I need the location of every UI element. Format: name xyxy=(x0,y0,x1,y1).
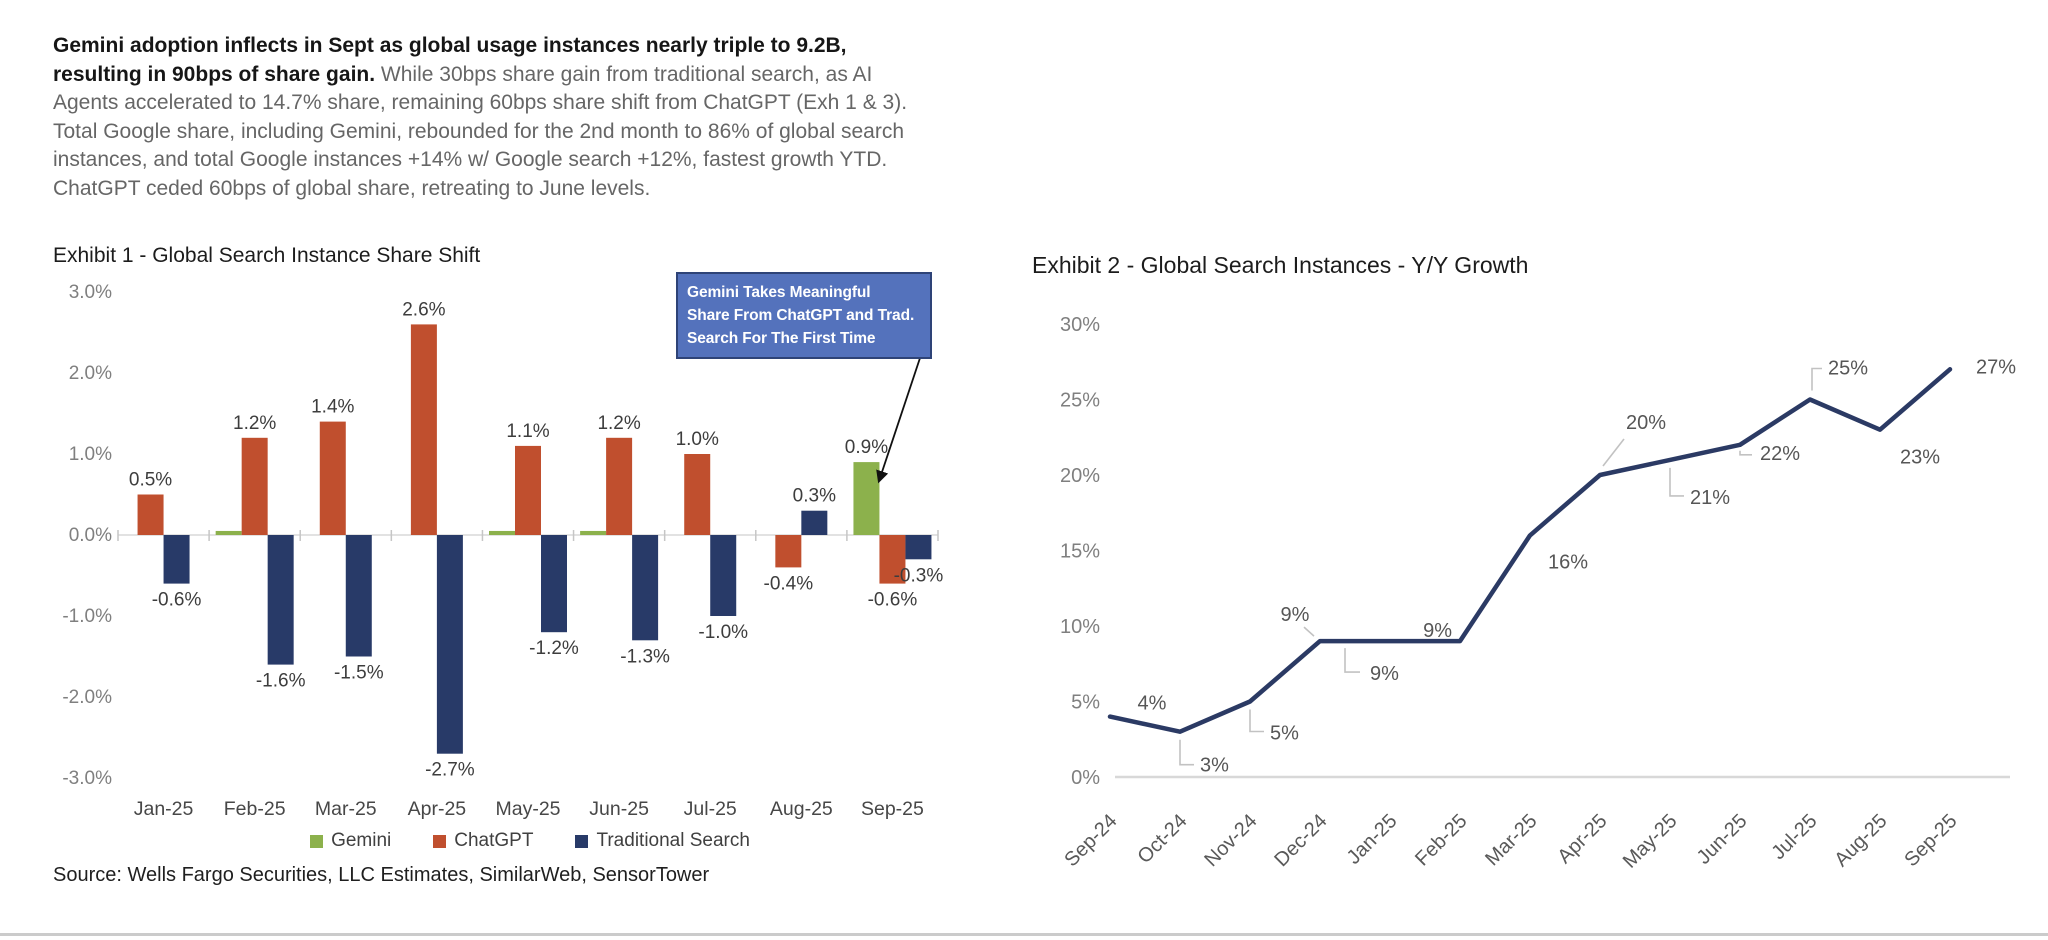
bar-value-label: -0.4% xyxy=(763,573,814,595)
x-tick-label: Sep-25 xyxy=(860,798,924,820)
bar-value-label: -2.7% xyxy=(425,759,475,781)
legend-item-chatgpt xyxy=(433,830,533,852)
bar-value-label: 1.4% xyxy=(311,396,355,418)
data-point-label: 25% xyxy=(1828,357,1869,380)
bar-value-label: 2.6% xyxy=(402,299,446,321)
chatgpt-swatch-icon xyxy=(433,835,446,848)
x-tick-label: Sep-25 xyxy=(1900,809,1962,872)
data-point-label: 5% xyxy=(1270,722,1299,745)
y-tick-label: 1.0% xyxy=(68,444,112,465)
bar-value-label: 1.2% xyxy=(233,412,277,434)
data-point-label: 16% xyxy=(1548,551,1589,574)
data-point-label: 20% xyxy=(1625,412,1667,434)
x-tick-label: Mar-25 xyxy=(314,798,377,820)
label-leader-line xyxy=(1304,627,1314,636)
x-tick-label: Jun-25 xyxy=(1692,809,1752,869)
y-tick-label: 20% xyxy=(1059,465,1100,487)
y-tick-label: 2.0% xyxy=(68,363,112,384)
bar-value-label: -0.6% xyxy=(151,589,202,611)
x-tick-label: Oct-24 xyxy=(1133,809,1192,868)
legend-item-traditional-search xyxy=(575,830,749,852)
x-tick-label: Jun-25 xyxy=(589,798,649,820)
label-leader-line xyxy=(1812,369,1822,391)
annotation-line: Gemini Takes Meaningful xyxy=(687,284,871,301)
y-tick-label: 25% xyxy=(1059,389,1100,412)
bar-traditional-search xyxy=(632,535,658,640)
data-point-label: 9% xyxy=(1280,604,1310,627)
data-point-label: 3% xyxy=(1200,754,1229,777)
exhibit2-line-chart xyxy=(1020,270,2048,910)
bar-value-label: 0.3% xyxy=(792,485,836,507)
label-leader-line xyxy=(1180,740,1194,765)
commentary-lead-sentence: Gemini adoption inflects in Sept as global usage instances nearly triple to 9.2B, resulting in 90bps of share gain. xyxy=(53,34,847,86)
x-tick-label: Jul-25 xyxy=(1767,809,1822,865)
exhibit1-legend xyxy=(250,830,810,852)
bar-value-label: 1.1% xyxy=(506,420,550,442)
bar-value-label: 0.5% xyxy=(128,469,173,491)
bar-value-label: -1.5% xyxy=(333,662,384,684)
data-point-label: 27% xyxy=(1976,356,2017,379)
source-note: Source: Wells Fargo Securities, LLC Estimates, SimilarWeb, SensorTower xyxy=(53,864,710,886)
annotation-line: Search For The First Time xyxy=(687,330,876,347)
bar-chatgpt xyxy=(606,438,632,535)
label-leader-line xyxy=(1345,648,1360,672)
page-bottom-border xyxy=(0,933,2048,936)
exhibit2-title: Exhibit 2 - Global Search Instances - Y/Y Growth xyxy=(1032,252,1529,278)
gemini-swatch-icon xyxy=(310,835,323,848)
label-leader-line xyxy=(1250,710,1264,732)
legend-item-gemini xyxy=(310,830,391,852)
bar-traditional-search xyxy=(905,535,931,559)
annotation-line: Share From ChatGPT and Trad. xyxy=(687,307,915,324)
y-tick-label: -2.0% xyxy=(62,687,112,708)
data-point-label: 9% xyxy=(1423,620,1452,643)
exhibit1-title: Exhibit 1 - Global Search Instance Share Shift xyxy=(53,244,481,267)
bar-chatgpt xyxy=(138,495,164,536)
y-tick-label: 30% xyxy=(1059,314,1100,336)
y-tick-label: -1.0% xyxy=(62,606,112,627)
x-tick-label: Aug-25 xyxy=(1830,809,1892,872)
bar-gemini xyxy=(489,531,515,535)
bar-value-label: -1.2% xyxy=(529,638,579,660)
commentary-body-text: While 30bps share gain from traditional search, as AI Agents accelerated to 14.7% share, remaining 60bps share shift from ChatGPT (Exh 1 & 3). Total Google share, including Gemini, rebounded for the 2nd month to 86% of global search instances, and total Google instances +14% w/ Google search +12%, fastest growth YTD. ChatGPT ceded 60bps of global share, retreating to June levels. xyxy=(53,62,908,200)
bar-traditional-search xyxy=(437,535,463,754)
x-tick-label: Sep-24 xyxy=(1060,809,1122,872)
x-tick-label: Jul-25 xyxy=(683,798,737,820)
x-tick-label: Apr-25 xyxy=(1553,809,1612,868)
bar-chatgpt xyxy=(320,422,346,535)
annotation-arrow xyxy=(879,358,920,481)
bar-value-label: 0.9% xyxy=(844,437,889,459)
data-point-label: 4% xyxy=(1137,692,1167,715)
bar-gemini xyxy=(580,531,606,535)
x-tick-label: May-25 xyxy=(1618,809,1682,873)
yoy-growth-line xyxy=(1110,369,1950,731)
x-tick-label: Feb-25 xyxy=(1411,809,1472,871)
label-leader-line xyxy=(1603,439,1624,466)
data-point-label: 21% xyxy=(1690,486,1731,509)
bar-chatgpt xyxy=(242,438,268,535)
x-tick-label: Aug-25 xyxy=(769,798,833,820)
y-tick-label: 10% xyxy=(1059,616,1100,638)
bar-value-label: -0.6% xyxy=(867,589,918,611)
bar-traditional-search xyxy=(541,535,567,632)
x-tick-label: Nov-24 xyxy=(1200,809,1262,872)
bar-traditional-search xyxy=(164,535,190,584)
legend-label-traditional-search: Traditional Search xyxy=(596,830,750,851)
label-leader-line xyxy=(1740,451,1752,455)
commentary-paragraph xyxy=(53,32,933,203)
x-tick-label: Dec-24 xyxy=(1270,809,1332,872)
y-tick-label: -3.0% xyxy=(62,768,112,789)
bar-value-label: -1.3% xyxy=(620,646,670,668)
bar-traditional-search xyxy=(346,535,372,657)
x-tick-label: Apr-25 xyxy=(407,798,467,820)
legend-label-chatgpt: ChatGPT xyxy=(454,830,534,851)
bar-value-label: -1.6% xyxy=(255,670,306,692)
bar-chatgpt xyxy=(684,454,710,535)
x-tick-label: Jan-25 xyxy=(1342,809,1402,869)
y-tick-label: 0.0% xyxy=(68,525,112,546)
x-tick-label: Jan-25 xyxy=(133,798,194,820)
x-tick-label: Mar-25 xyxy=(1481,809,1542,871)
bar-value-label: 1.0% xyxy=(675,429,719,450)
bar-gemini xyxy=(216,531,242,535)
data-point-label: 22% xyxy=(1760,442,1801,465)
bar-traditional-search xyxy=(268,535,294,665)
y-tick-label: 5% xyxy=(1071,691,1100,714)
data-point-label: 23% xyxy=(1899,446,1941,469)
x-tick-label: May-25 xyxy=(495,798,561,820)
bar-chatgpt xyxy=(515,446,541,535)
bar-value-label: -1.0% xyxy=(698,622,749,643)
legend-label-gemini: Gemini xyxy=(331,830,392,851)
bar-chatgpt xyxy=(411,324,437,535)
bar-value-label: -0.3% xyxy=(893,565,944,587)
traditional-search-swatch-icon xyxy=(575,835,588,848)
y-tick-label: 3.0% xyxy=(68,282,112,303)
bar-traditional-search xyxy=(710,535,736,616)
bar-value-label: 1.2% xyxy=(597,412,641,434)
y-tick-label: 15% xyxy=(1059,540,1100,563)
x-tick-label: Feb-25 xyxy=(223,798,286,820)
annotation-callout xyxy=(676,272,932,359)
bar-chatgpt xyxy=(775,535,801,567)
label-leader-line xyxy=(1670,468,1684,496)
bar-gemini xyxy=(853,462,879,535)
bar-traditional-search xyxy=(801,511,827,535)
data-point-label: 9% xyxy=(1370,663,1399,686)
y-tick-label: 0% xyxy=(1071,767,1100,789)
